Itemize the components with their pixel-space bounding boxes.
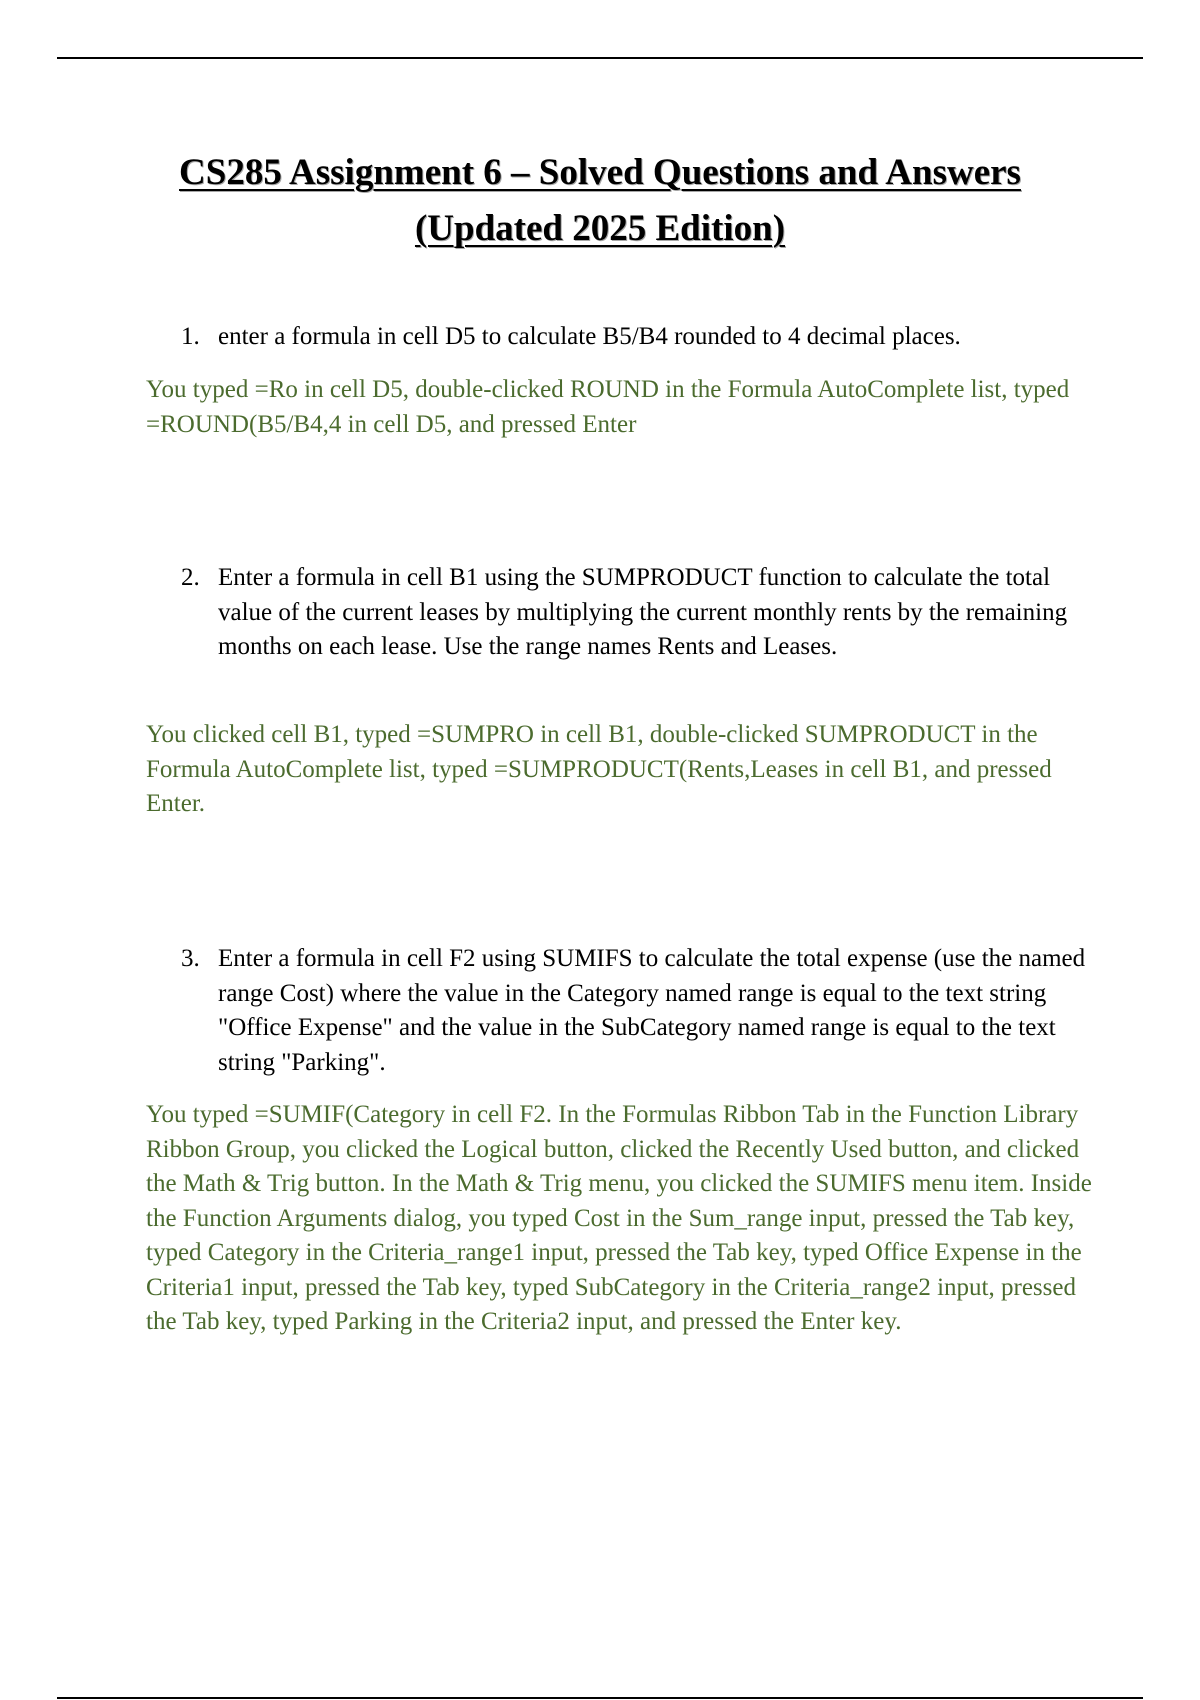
question-1 xyxy=(176,320,1096,355)
question-3 xyxy=(176,942,1096,1080)
question-2-text: Enter a formula in cell B1 using the SUMPRODUCT function to calculate the total value of the current leases by multiplying the current monthly rents by the remaining months on each lease. Use the range names Rents and Leases. xyxy=(218,564,1068,660)
title-line-1: CS285 Assignment 6 – Solved Questions and Answers xyxy=(179,152,1021,193)
page-title xyxy=(100,145,1100,257)
answer-1: You typed =Ro in cell D5, double-clicked ROUND in the Formula AutoComplete list, typed =ROUND(B5/B4,4 in cell D5, and pressed Enter xyxy=(146,376,1070,438)
question-3-text: Enter a formula in cell F2 using SUMIFS to calculate the total expense (use the named range Cost) where the value in the Category named range is equal to the text string "Office Expense" and the value in the SubCategory named range is equal to the text string "Parking". xyxy=(218,945,1086,1076)
answer-3: You typed =SUMIF(Category in cell F2. In the Formulas Ribbon Tab in the Function Library Ribbon Group, you clicked the Logical button, clicked the Recently Used button, and clicked the Math & Trig button. In the Math & Trig menu, you clicked the SUMIFS menu item. Inside the Function Arguments dialog, you typed Cost in the Sum_range input, pressed the Tab key, typed Category in the Criteria_range1 input, pressed the Tab key, typed Office Expense in the Criteria1 input, pressed the Tab key, typed SubCategory in the Criteria_range2 input, pressed the Tab key, typed Parking in the Criteria2 input, and pressed the Enter key. xyxy=(146,1101,1092,1335)
question-2-number: 2. xyxy=(181,564,200,591)
question-2 xyxy=(176,561,1096,665)
bottom-rule xyxy=(57,1697,1143,1699)
title-line-2: (Updated 2025 Edition) xyxy=(414,208,786,249)
answer-2: You clicked cell B1, typed =SUMPRO in cell B1, double-clicked SUMPRODUCT in the Formula AutoComplete list, typed =SUMPRODUCT(Rents,Leases in cell B1, and pressed Enter. xyxy=(146,721,1052,817)
question-1-text: enter a formula in cell D5 to calculate B5/B4 rounded to 4 decimal places. xyxy=(218,323,961,350)
top-rule xyxy=(57,57,1143,59)
question-3-number: 3. xyxy=(181,945,200,972)
question-1-number: 1. xyxy=(181,323,200,350)
